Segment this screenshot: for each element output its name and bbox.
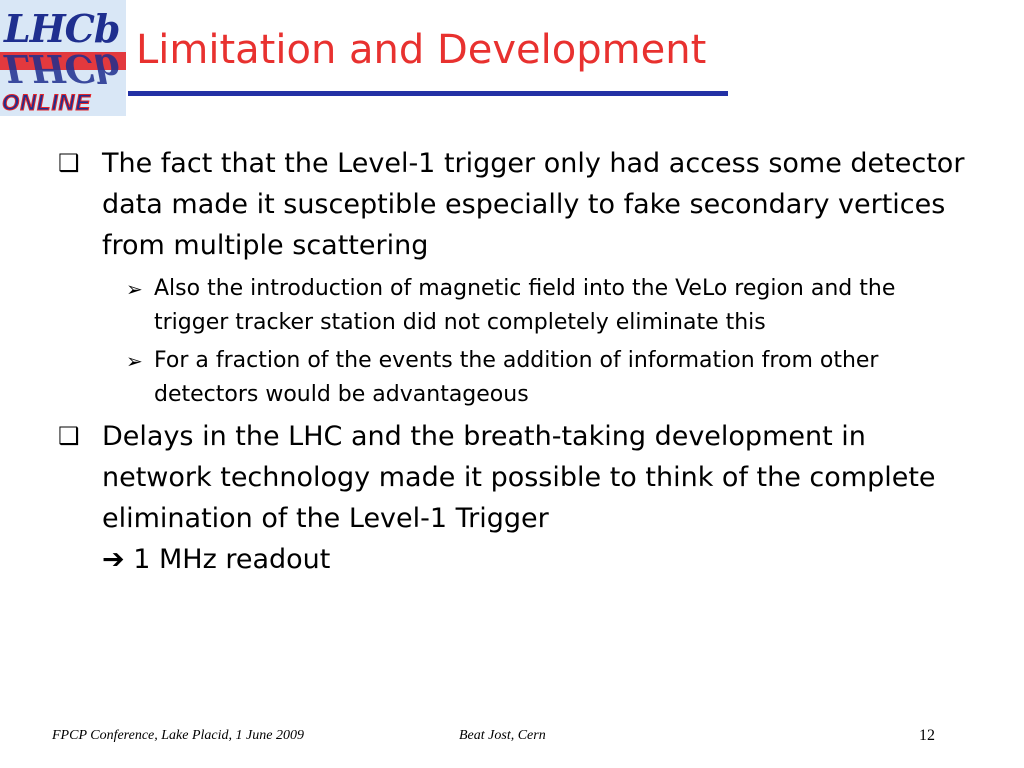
- bullet-level1-trigger-limitation: [54, 143, 974, 266]
- page-number: 12: [919, 727, 935, 744]
- checkbox-bullet-icon: ❑: [58, 422, 80, 450]
- checkbox-bullet-icon: ❑: [58, 149, 80, 177]
- logo-lhcb-mirror-text: LHCb: [4, 46, 120, 91]
- subbullet-text: For a fraction of the events the addition of information from other detectors would be advantageous: [154, 348, 879, 407]
- bullet-result: 1 MHz readout: [133, 544, 331, 575]
- logo-lhcb-text: LHCb: [4, 6, 120, 51]
- lhcb-online-logo: [0, 0, 126, 116]
- subbullet-text: Also the introduction of magnetic field into the VeLo region and the trigger tracker station did not completely eliminate this: [154, 276, 896, 335]
- subbullet-magnetic-field: [126, 272, 974, 340]
- arrowhead-bullet-icon: ➢: [126, 277, 143, 301]
- slide-content: [54, 143, 974, 586]
- arrowhead-bullet-icon: ➢: [126, 349, 143, 373]
- subbullet-other-detectors: [126, 344, 974, 412]
- logo-online-text: ONLINE: [2, 90, 92, 115]
- bullet-lhc-delays: [54, 416, 974, 580]
- footer-conference: FPCP Conference, Lake Placid, 1 June 2009: [52, 728, 304, 743]
- slide-title: Limitation and Development: [136, 27, 707, 73]
- footer-author: Beat Jost, Cern: [459, 728, 546, 743]
- bullet-text: The fact that the Level-1 trigger only had access some detector data made it susceptible especially to fake secondary vertices from multiple scattering: [102, 148, 965, 261]
- bullet-text: Delays in the LHC and the breath-taking development in network technology made it possible to think of the complete elimination of the Level-1 Trigger: [102, 421, 936, 534]
- title-underline: [128, 91, 728, 96]
- right-arrow-icon: ➔: [102, 544, 125, 575]
